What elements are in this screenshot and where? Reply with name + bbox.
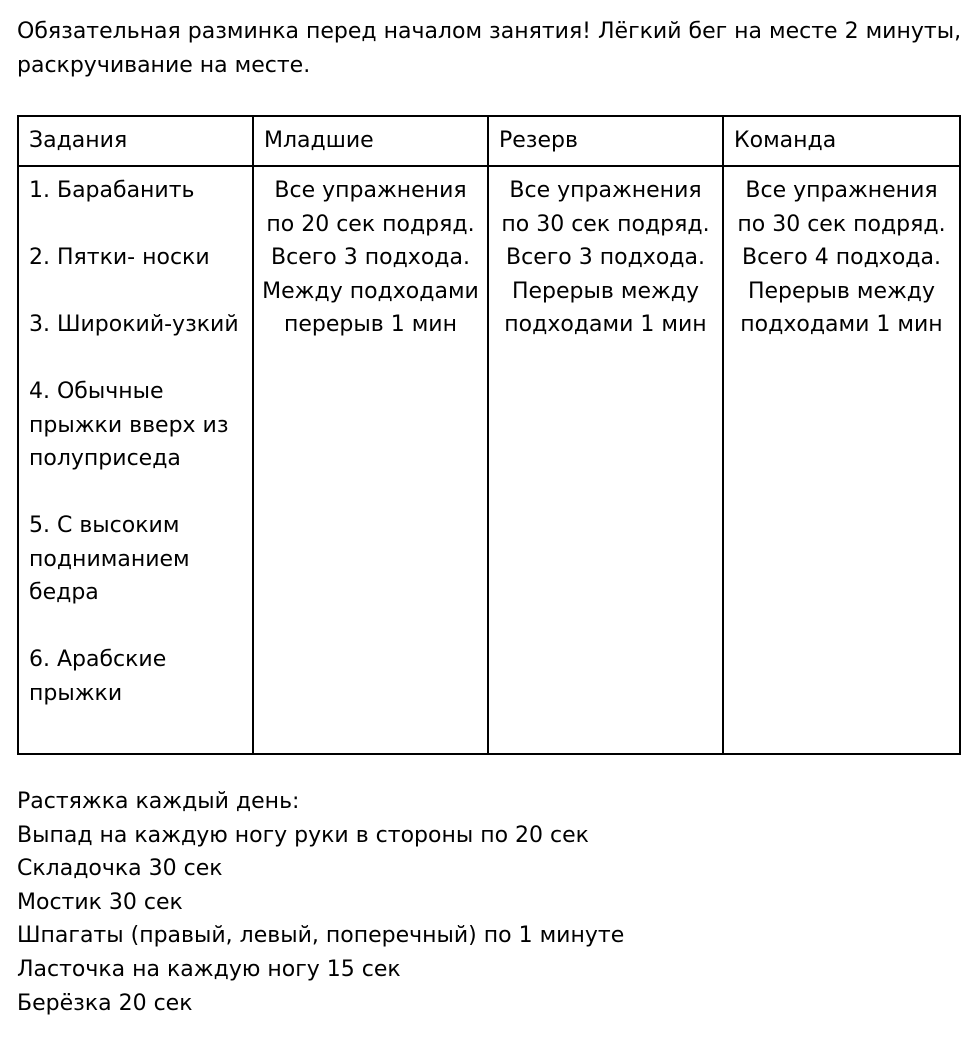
plan-line: по 20 сек подряд. [266,211,475,237]
plan-line: Всего 3 подхода. [271,245,470,270]
plan-line: подходами 1 мин [740,312,943,337]
task-item: 5. С высоким подниманием бедра [29,513,190,605]
stretching-item: Берёзка 20 сек [17,990,193,1016]
plan-line: Между подходами [262,278,479,304]
tasks-cell [18,166,253,754]
plan-line: по 30 сек подряд. [501,211,710,237]
header-tasks: Задания [18,116,253,166]
stretching-item: Шпагаты (правый, левый, поперечный) по 1 минуте [17,923,625,949]
plan-line: Все упражнения [274,178,467,203]
plan-line: Всего 3 подхода. [506,245,705,270]
stretching-title: Растяжка каждый день: [17,789,300,814]
tasks-list [19,167,252,710]
plan-line: подходами 1 мин [504,312,707,337]
training-table [17,115,961,755]
plan-line: Перерыв между [747,278,936,304]
plan-line: по 30 сек подряд. [737,211,946,237]
header-juniors: Младшие [253,116,488,166]
stretching-item: Ласточка на каждую ногу 15 сек [17,956,401,982]
plan-line: Всего 4 подхода. [742,245,941,270]
stretching-item: Выпад на каждую ногу руки в стороны по 20 сек [17,822,589,848]
stretching-item: Складочка 30 сек [17,856,223,882]
stretching-item: Мостик 30 сек [17,889,183,915]
header-reserve: Резерв [488,116,723,166]
intro-line-2: раскручивание на месте. [17,53,311,78]
stretching-list [17,785,624,1020]
task-item: 4. Обычные прыжки вверх из полуприседа [29,379,229,471]
intro-line-1: Обязательная разминка перед началом занятия! Лёгкий бег на месте 2 минуты, [17,19,962,44]
task-item: 6. Арабские прыжки [29,647,167,706]
table-header-row [18,116,960,166]
task-item: 2. Пятки- носки [29,245,210,270]
plan-line: перерыв 1 мин [284,312,457,337]
header-team: Команда [723,116,960,166]
reserve-plan-cell [488,166,723,754]
task-item: 1. Барабанить [29,178,195,203]
table-row [18,166,960,754]
warmup-intro [17,15,967,83]
task-item: 3. Широкий-узкий [29,312,239,337]
plan-line: Все упражнения [509,178,702,203]
juniors-plan-cell [253,166,488,754]
plan-line: Перерыв между [511,278,700,304]
team-plan-cell [723,166,960,754]
plan-line: Все упражнения [745,178,938,203]
